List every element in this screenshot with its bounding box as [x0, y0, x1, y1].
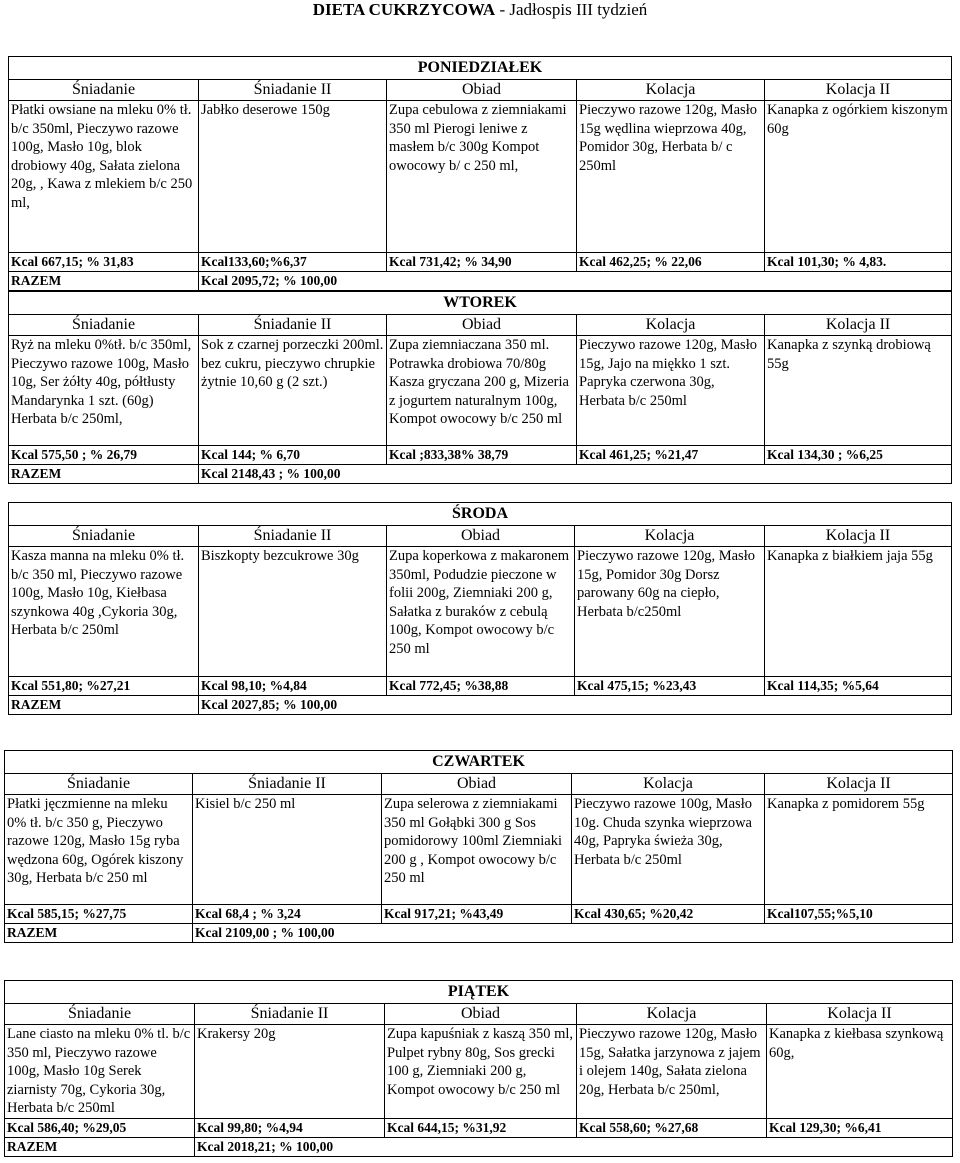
meal-cell: Kanapka z białkiem jaja 55g	[765, 547, 952, 677]
day-menu-table	[8, 56, 951, 291]
meal-column-header: Obiad	[387, 526, 575, 547]
meal-column-header: Kolacja II	[765, 526, 952, 547]
day-table	[8, 291, 952, 484]
kcal-cell: Kcal 575,50 ; % 26,79	[9, 446, 199, 465]
meal-cell: Pieczywo razowe 120g, Masło 15g, Sałatka jarzynowa z jajem i olejem 140g, Sałata zielona 20g, Herbata b/c 250ml,	[577, 1025, 767, 1119]
meal-column-header: Śniadanie	[9, 526, 199, 547]
kcal-cell: Kcal 461,25; %21,47	[577, 446, 765, 465]
kcal-cell: Kcal 99,80; %4,94	[195, 1119, 385, 1138]
meal-cell: Pieczywo razowe 120g, Masło 15g wędlina wieprzowa 40g, Pomidor 30g, Herbata b/ c 250ml	[577, 101, 765, 253]
kcal-cell: Kcal 731,42; % 34,90	[387, 253, 577, 272]
meal-cell: Kanapka z kiełbasa szynkową 60g,	[767, 1025, 953, 1119]
day-name: PONIEDZIAŁEK	[9, 57, 952, 80]
kcal-cell: Kcal 667,15; % 31,83	[9, 253, 199, 272]
meal-column-header: Obiad	[385, 1004, 577, 1025]
razem-label: RAZEM	[5, 924, 193, 943]
meal-cell: Zupa cebulowa z ziemniakami 350 ml Pierogi leniwe z masłem b/c 300g Kompot owocowy b/ c 250 ml,	[387, 101, 577, 253]
day-menu-table	[4, 750, 952, 943]
kcal-cell: Kcal 129,30; %6,41	[767, 1119, 953, 1138]
meal-column-header: Kolacja	[577, 1004, 767, 1025]
meal-column-header: Śniadanie	[9, 80, 199, 101]
meal-column-header: Kolacja II	[765, 315, 952, 336]
kcal-cell: Kcal 114,35; %5,64	[765, 677, 952, 696]
meal-column-header: Śniadanie II	[193, 774, 382, 795]
kcal-cell: Kcal 475,15; %23,43	[575, 677, 765, 696]
day-name: ŚRODA	[9, 503, 952, 526]
meal-cell: Ryż na mleku 0%tł. b/c 350ml, Pieczywo razowe 100g, Masło 10g, Ser żółty 40g, półtłusty Mandarynka 1 szt. (60g) Herbata b/c 250ml,	[9, 336, 199, 446]
meal-cell: Kanapka z szynką drobiową 55g	[765, 336, 952, 446]
day-menu-table	[8, 502, 951, 715]
meal-column-header: Obiad	[382, 774, 572, 795]
meal-cell: Sok z czarnej porzeczki 200ml. bez cukru, pieczywo chrupkie żytnie 10,60 g (2 szt.)	[199, 336, 387, 446]
meal-cell: Zupa kapuśniak z kaszą 350 ml, Pulpet rybny 80g, Sos grecki 100 g, Ziemniaki 200 g, Kompot owocowy b/c 250 ml	[385, 1025, 577, 1119]
razem-label: RAZEM	[9, 272, 199, 291]
kcal-cell: Kcal 917,21; %43,49	[382, 905, 572, 924]
meal-cell: Krakersy 20g	[195, 1025, 385, 1119]
razem-label: RAZEM	[9, 465, 199, 484]
meal-cell: Zupa koperkowa z makaronem 350ml, Podudzie pieczone w folii 200g, Ziemniaki 200 g, Sałatka z buraków z cebulą 100g, Kompot owocowy b/c 250 ml	[387, 547, 575, 677]
kcal-cell: Kcal 772,45; %38,88	[387, 677, 575, 696]
meal-cell: Zupa selerowa z ziemniakami 350 ml Gołąbki 300 g Sos pomidorowy 100ml Ziemniaki 200 g , Kompot owocowy b/c 250 ml	[382, 795, 572, 905]
kcal-cell: Kcal 98,10; %4,84	[199, 677, 387, 696]
meal-cell: Pieczywo razowe 120g, Masło 15g, Jajo na miękko 1 szt. Papryka czerwona 30g, Herbata b/c 250ml	[577, 336, 765, 446]
day-name: CZWARTEK	[5, 751, 953, 774]
kcal-cell: Kcal 68,4 ; % 3,24	[193, 905, 382, 924]
meal-column-header: Śniadanie II	[199, 315, 387, 336]
razem-total: Kcal 2095,72; % 100,00	[199, 272, 952, 291]
kcal-cell: Kcal 585,15; %27,75	[5, 905, 193, 924]
kcal-cell: Kcal 101,30; % 4,83.	[765, 253, 952, 272]
meal-column-header: Śniadanie	[5, 774, 193, 795]
kcal-cell: Kcal 586,40; %29,05	[5, 1119, 195, 1138]
razem-total: Kcal 2027,85; % 100,00	[199, 696, 952, 715]
kcal-cell: Kcal 134,30 ; %6,25	[765, 446, 952, 465]
diet-name: DIETA CUKRZYCOWA	[312, 0, 496, 19]
kcal-cell: Kcal 551,80; %27,21	[9, 677, 199, 696]
meal-column-header: Kolacja II	[767, 1004, 953, 1025]
meal-cell: Pieczywo razowe 120g, Masło 15g, Pomidor 30g Dorsz parowany 60g na ciepło, Herbata b/c250ml	[575, 547, 765, 677]
razem-total: Kcal 2018,21; % 100,00	[195, 1138, 953, 1157]
day-name: WTOREK	[9, 292, 952, 315]
meal-cell: Kasza manna na mleku 0% tł. b/c 350 ml, Pieczywo razowe 100g, Masło 10g, Kiełbasa szynkowa 40g ,Cykoria 30g, Herbata b/c 250ml	[9, 547, 199, 677]
kcal-cell: Kcal 430,65; %20,42	[572, 905, 765, 924]
meal-column-header: Kolacja II	[765, 774, 953, 795]
kcal-cell: Kcal 462,25; % 22,06	[577, 253, 765, 272]
meal-cell: Płatki owsiane na mleku 0% tł. b/c 350ml, Pieczywo razowe 100g, Masło 10g, blok drobiowy 40g, Sałata zielona 20g, , Kawa z mlekiem b/c 250 ml,	[9, 101, 199, 253]
meal-column-header: Obiad	[387, 80, 577, 101]
meal-column-header: Kolacja	[572, 774, 765, 795]
kcal-cell: Kcal 644,15; %31,92	[385, 1119, 577, 1138]
meal-cell: Kanapka z pomidorem 55g	[765, 795, 953, 905]
day-table	[8, 56, 952, 291]
day-name: PIĄTEK	[5, 981, 953, 1004]
kcal-cell: Kcal107,55;%5,10	[765, 905, 953, 924]
meal-column-header: Śniadanie	[5, 1004, 195, 1025]
meal-column-header: Śniadanie II	[195, 1004, 385, 1025]
kcal-cell: Kcal 144; % 6,70	[199, 446, 387, 465]
day-menu-table	[4, 980, 952, 1157]
meal-column-header: Śniadanie II	[199, 80, 387, 101]
razem-total: Kcal 2148,43 ; % 100,00	[199, 465, 952, 484]
meal-column-header: Obiad	[387, 315, 577, 336]
meal-cell: Lane ciasto na mleku 0% tl. b/c 350 ml, Pieczywo razowe 100g, Masło 10g Serek ziarnisty 70g, Cykoria 30g, Herbata b/c 250ml	[5, 1025, 195, 1119]
razem-total: Kcal 2109,00 ; % 100,00	[193, 924, 953, 943]
meal-column-header: Kolacja	[577, 315, 765, 336]
meal-column-header: Śniadanie	[9, 315, 199, 336]
kcal-cell: Kcal133,60;%6,37	[199, 253, 387, 272]
kcal-cell: Kcal 558,60; %27,68	[577, 1119, 767, 1138]
meal-column-header: Kolacja	[577, 80, 765, 101]
meal-column-header: Śniadanie II	[199, 526, 387, 547]
meal-column-header: Kolacja	[575, 526, 765, 547]
day-menu-table	[8, 291, 951, 484]
meal-cell: Jabłko deserowe 150g	[199, 101, 387, 253]
razem-label: RAZEM	[9, 696, 199, 715]
kcal-cell: Kcal ;833,38% 38,79	[387, 446, 577, 465]
meal-cell: Pieczywo razowe 100g, Masło 10g. Chuda szynka wieprzowa 40g, Papryka świeża 30g, Herbata b/c 250ml	[572, 795, 765, 905]
meal-cell: Biszkopty bezcukrowe 30g	[199, 547, 387, 677]
day-table	[4, 750, 953, 943]
meal-cell: Kisiel b/c 250 ml	[193, 795, 382, 905]
document-title	[0, 0, 960, 20]
day-table	[4, 980, 953, 1157]
meal-column-header: Kolacja II	[765, 80, 952, 101]
menu-week-label: - Jadłospis III tydzień	[495, 0, 648, 19]
meal-cell: Płatki jęczmienne na mleku 0% tł. b/c 350 g, Pieczywo razowe 120g, Masło 15g ryba wędzona 60g, Ogórek kiszony 30g, Herbata b/c 250 ml	[5, 795, 193, 905]
day-table	[8, 502, 952, 715]
meal-cell: Kanapka z ogórkiem kiszonym 60g	[765, 101, 952, 253]
razem-label: RAZEM	[5, 1138, 195, 1157]
meal-cell: Zupa ziemniaczana 350 ml. Potrawka drobiowa 70/80g Kasza gryczana 200 g, Mizeria z jogurtem naturalnym 100g, Kompot owocowy b/c 250 ml	[387, 336, 577, 446]
